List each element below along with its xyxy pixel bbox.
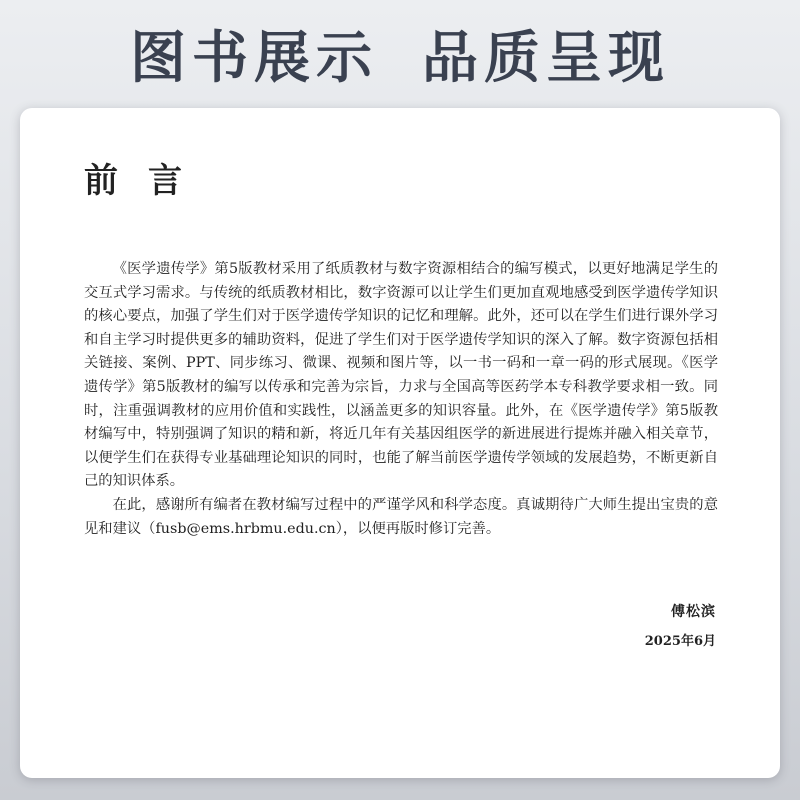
banner-title <box>130 14 670 94</box>
preface-paragraph-2: 在此，感谢所有编者在教材编写过程中的严谨学风和科学态度。真诚期待广大师生提出宝贵的意见和建议（fusb@ems.hrbmu.edu.cn），以便再版时修订完善。 <box>84 496 718 537</box>
banner-title-left: 图书展示 <box>130 26 378 91</box>
preface-date: 2025年6月 <box>644 634 716 649</box>
preface-body <box>84 258 718 541</box>
book-page <box>20 108 780 778</box>
promo-banner <box>0 0 800 108</box>
author-signature: 傅松滨 <box>671 604 716 620</box>
preface-heading: 前言 <box>84 161 212 201</box>
preface-paragraph-1: 《医学遗传学》第5版教材采用了纸质教材与数字资源相结合的编写模式，以更好地满足学生的交互式学习需求。与传统的纸质教材相比，数字资源可以让学生们更加直观地感受到医学遗传学知识的核心要点，加强了学生们对于医学遗传学知识的记忆和理解。此外，还可以在学生们进行课外学习和自主学习时提供更多的辅助资料，促进了学生们对于医学遗传学知识的深入了解。数字资源包括相关链接、案例、PPT、同步练习、微课、视频和图片等，以一书一码和一章一码的形式展现。《医学遗传学》第5版教材的编写以传承和完善为宗旨，力求与全国高等医药学本专科教学要求相一致。同时，注重强调教材的应用价值和实践性，以涵盖更多的知识容量。此外，在《医学遗传学》第5版教材编写中，特别强调了知识的精和新，将近几年有关基因组医学的新进展进行提炼并融入相关章节，以便学生们在获得专业基础理论知识的同时，也能了解当前医学遗传学领域的发展趋势，不断更新自己的知识体系。 <box>84 261 718 490</box>
banner-title-right: 品质呈现 <box>422 26 670 91</box>
